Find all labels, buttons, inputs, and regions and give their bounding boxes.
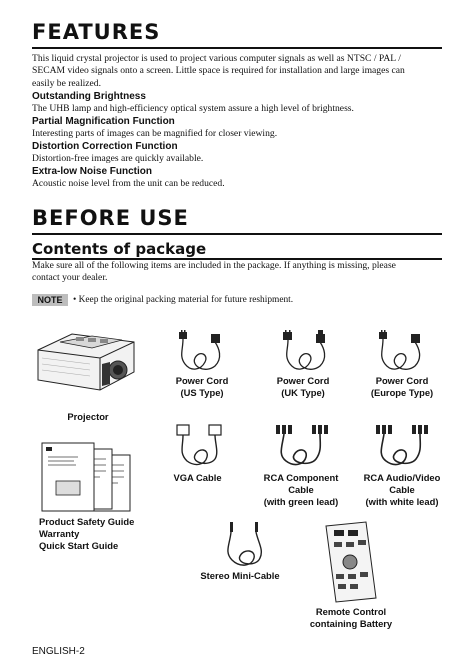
feature-heading: Distortion Correction Function [32,141,178,152]
power-cord-us-icon [175,330,230,374]
label-line: RCA Audio/Video [363,472,441,483]
remote-control-illustration [320,520,380,604]
label-line: RCA Component [263,472,339,483]
rca-component-cable-icon [272,423,332,467]
features-rule [32,47,442,49]
documents-illustration [38,443,134,515]
label-line: Power Cord [175,375,229,386]
label-line: Remote Control [315,606,387,617]
label-line: (with white lead) [365,496,439,507]
label-line: Quick Start Guide [39,540,119,551]
stereo-mini-cable-label: Stereo Mini-Cable [200,570,280,581]
vga-cable-label: VGA Cable [173,472,222,483]
label-line: Warranty [39,528,80,539]
feature-text: The UHB lamp and high-efficiency optical system assure a high level of brightness. [32,103,354,114]
features-title: FEATURES [32,20,161,44]
label-line: containing Battery [309,618,393,629]
page-footer: ENGLISH-2 [32,646,85,657]
power-cord-eu-label [358,375,446,399]
projector-label: Projector [67,411,109,422]
label-line: Cable [389,484,415,495]
rca-av-cable-label [352,472,452,508]
before-use-title: BEFORE USE [32,206,189,230]
label-line: Cable [288,484,314,495]
note-text: • Keep the original packing material for future reshipment. [73,295,294,305]
power-cord-eu-icon [375,330,430,374]
intro-line: easily be realized. [32,77,101,89]
intro-line: SECAM video signals onto a screen. Little space is required for installation and large images can [32,65,405,77]
label-line: Power Cord [375,375,429,386]
label-line: (US Type) [180,387,224,398]
intro-line: This liquid crystal projector is used to project various computer signals as well as NTSC / PAL / [32,53,401,64]
vga-cable-icon [175,423,225,467]
stereo-mini-cable-icon [222,520,268,568]
feature-heading: Outstanding Brightness [32,91,146,102]
features-intro [32,53,442,90]
label-line: (with green lead) [263,496,339,507]
contents-intro [32,260,442,285]
rca-av-cable-icon [372,423,432,467]
before-use-rule [32,233,442,235]
power-cord-uk-label [259,375,347,399]
documents-label [39,516,159,552]
projector-illustration [30,328,140,396]
feature-text: Distortion-free images are quickly available. [32,153,204,164]
label-line: Power Cord [276,375,330,386]
feature-text: Acoustic noise level from the unit can be reduced. [32,178,225,189]
label-line: Product Safety Guide [39,516,135,527]
contents-line: contact your dealer. [32,272,108,284]
contents-line: Make sure all of the following items are included in the package. If anything is missing, please [32,260,396,271]
label-line: (UK Type) [281,387,325,398]
feature-text: Interesting parts of images can be magnified for closer viewing. [32,128,278,139]
note-badge: NOTE [32,294,68,306]
rca-component-cable-label [252,472,350,508]
power-cord-uk-icon [280,330,335,374]
feature-heading: Extra-low Noise Function [32,166,153,177]
power-cord-us-label [158,375,246,399]
label-line: (Europe Type) [370,387,434,398]
contents-heading: Contents of package [32,240,207,258]
remote-control-label [296,606,406,630]
feature-heading: Partial Magnification Function [32,116,175,127]
